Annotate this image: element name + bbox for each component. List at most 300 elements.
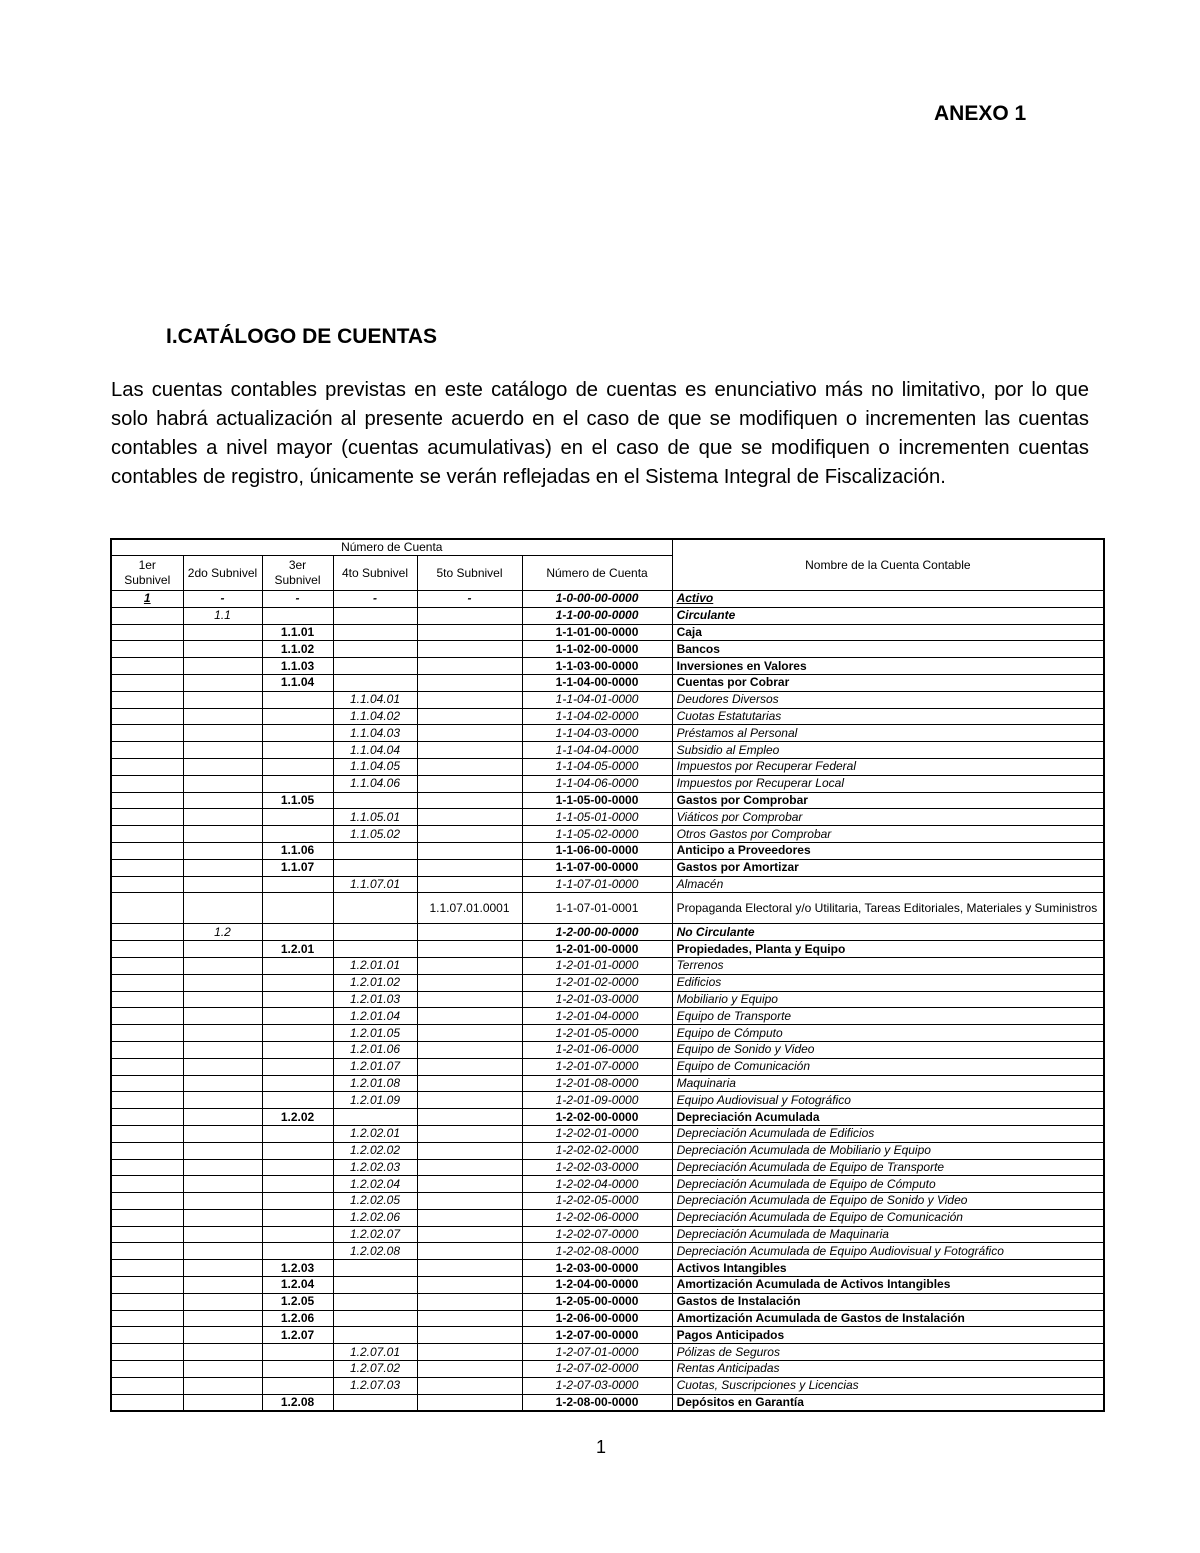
subnivel-cell (333, 1293, 417, 1310)
account-name-cell: Equipo de Transporte (672, 1008, 1104, 1025)
account-name-cell: Impuestos por Recuperar Local (672, 775, 1104, 792)
subnivel-cell: 1.2.01.05 (333, 1025, 417, 1042)
subnivel-cell (333, 658, 417, 675)
subnivel-cell (111, 1209, 183, 1226)
subnivel-cell (417, 1260, 522, 1277)
subnivel-cell (111, 1125, 183, 1142)
subnivel-cell (262, 1193, 333, 1210)
subnivel-cell (262, 1159, 333, 1176)
subnivel-cell (417, 1310, 522, 1327)
table-row (111, 1193, 1104, 1210)
account-name-cell: Anticipo a Proveedores (672, 842, 1104, 859)
account-name-cell: Gastos por Amortizar (672, 859, 1104, 876)
subnivel-cell (417, 941, 522, 958)
subnivel-cell (183, 641, 262, 658)
subnivel-cell: 1.1.07 (262, 859, 333, 876)
account-number-cell: 1-2-05-00-0000 (522, 1293, 672, 1310)
subnivel-cell: - (183, 591, 262, 608)
table-row (111, 1327, 1104, 1344)
subnivel-cell (111, 842, 183, 859)
account-number-cell: 1-1-07-01-0000 (522, 876, 672, 893)
subnivel-cell: 1.2.02.02 (333, 1142, 417, 1159)
subnivel-cell (183, 691, 262, 708)
subnivel-cell (111, 1277, 183, 1294)
account-name-cell: Depreciación Acumulada de Equipo de Transporte (672, 1159, 1104, 1176)
subnivel-cell: 1.1.07.01.0001 (417, 893, 522, 924)
subnivel-cell (417, 641, 522, 658)
account-number-cell: 1-1-07-00-0000 (522, 859, 672, 876)
table-row (111, 842, 1104, 859)
subnivel-cell (183, 792, 262, 809)
account-number-cell: 1-1-04-02-0000 (522, 708, 672, 725)
subnivel-cell (333, 1310, 417, 1327)
subnivel-cell: 1.2.03 (262, 1260, 333, 1277)
table-row (111, 1142, 1104, 1159)
table-row (111, 742, 1104, 759)
subnivel-cell (183, 775, 262, 792)
subnivel-cell: 1.1.04.01 (333, 691, 417, 708)
subnivel-cell (262, 826, 333, 843)
subnivel-cell (417, 658, 522, 675)
account-name-cell: Propiedades, Planta y Equipo (672, 941, 1104, 958)
subnivel-cell (333, 893, 417, 924)
subnivel-cell (111, 1377, 183, 1394)
subnivel-cell (417, 1092, 522, 1109)
subnivel-cell (262, 991, 333, 1008)
subnivel-cell: 1.1.05.02 (333, 826, 417, 843)
subnivel-cell (111, 924, 183, 941)
subnivel-cell (183, 725, 262, 742)
table-row (111, 924, 1104, 941)
table-row (111, 674, 1104, 691)
subnivel-cell (417, 876, 522, 893)
account-number-cell: 1-1-00-00-0000 (522, 607, 672, 624)
subnivel-cell (333, 842, 417, 859)
table-row (111, 1226, 1104, 1243)
subnivel-cell (183, 809, 262, 826)
subnivel-cell (111, 974, 183, 991)
subnivel-cell (111, 1058, 183, 1075)
subnivel-cell (183, 1176, 262, 1193)
account-name-cell: Cuotas, Suscripciones y Licencias (672, 1377, 1104, 1394)
account-number-cell: 1-2-02-06-0000 (522, 1209, 672, 1226)
subnivel-cell (111, 1226, 183, 1243)
subnivel-cell (183, 1293, 262, 1310)
account-name-cell: Equipo de Comunicación (672, 1058, 1104, 1075)
account-number-cell: 1-2-01-00-0000 (522, 941, 672, 958)
subnivel-cell: 1.2.01.06 (333, 1041, 417, 1058)
subnivel-cell (417, 1226, 522, 1243)
table-row (111, 893, 1104, 924)
subnivel-cell (262, 974, 333, 991)
account-name-cell: Amortización Acumulada de Gastos de Instalación (672, 1310, 1104, 1327)
subnivel-cell (417, 1041, 522, 1058)
subnivel-cell: 1.1.04 (262, 674, 333, 691)
account-number-cell: 1-2-01-04-0000 (522, 1008, 672, 1025)
subnivel-cell: 1.2.02 (262, 1109, 333, 1126)
column-header-subnivel-4: 4to Subnivel (333, 556, 417, 591)
subnivel-cell: 1.2.02.03 (333, 1159, 417, 1176)
subnivel-cell (111, 792, 183, 809)
account-number-cell: 1-1-05-01-0000 (522, 809, 672, 826)
table-row (111, 859, 1104, 876)
subnivel-cell (111, 1176, 183, 1193)
subnivel-cell (262, 725, 333, 742)
account-number-cell: 1-1-05-02-0000 (522, 826, 672, 843)
subnivel-cell (111, 1394, 183, 1411)
subnivel-cell (111, 624, 183, 641)
subnivel-cell (111, 1075, 183, 1092)
subnivel-cell: 1.2.07.02 (333, 1361, 417, 1378)
subnivel-cell: 1.1.04.03 (333, 725, 417, 742)
subnivel-cell (111, 1159, 183, 1176)
table-row (111, 1159, 1104, 1176)
subnivel-cell (417, 991, 522, 1008)
subnivel-cell (111, 859, 183, 876)
account-name-cell: Almacén (672, 876, 1104, 893)
account-name-cell: Gastos por Comprobar (672, 792, 1104, 809)
account-name-cell: Activos Intangibles (672, 1260, 1104, 1277)
subnivel-cell: 1.1 (183, 607, 262, 624)
subnivel-cell (111, 991, 183, 1008)
subnivel-cell: 1.1.01 (262, 624, 333, 641)
subnivel-cell (262, 876, 333, 893)
subnivel-cell (183, 1277, 262, 1294)
subnivel-cell (183, 1226, 262, 1243)
subnivel-cell (183, 1243, 262, 1260)
account-number-cell: 1-2-07-00-0000 (522, 1327, 672, 1344)
account-number-cell: 1-2-01-07-0000 (522, 1058, 672, 1075)
subnivel-cell (417, 1327, 522, 1344)
account-number-cell: 1-2-06-00-0000 (522, 1310, 672, 1327)
subnivel-cell (417, 1277, 522, 1294)
account-name-cell: Equipo de Cómputo (672, 1025, 1104, 1042)
subnivel-cell (111, 1092, 183, 1109)
account-name-cell: Rentas Anticipadas (672, 1361, 1104, 1378)
subnivel-cell (111, 876, 183, 893)
account-name-cell: Depreciación Acumulada de Mobiliario y Equipo (672, 1142, 1104, 1159)
account-name-cell: Depreciación Acumulada de Equipo de Cómputo (672, 1176, 1104, 1193)
column-header-subnivel-2: 2do Subnivel (183, 556, 262, 591)
table-row (111, 725, 1104, 742)
subnivel-cell (417, 742, 522, 759)
subnivel-cell (417, 1243, 522, 1260)
subnivel-cell (111, 607, 183, 624)
account-name-cell: Otros Gastos por Comprobar (672, 826, 1104, 843)
subnivel-cell (417, 1142, 522, 1159)
account-name-cell: Depreciación Acumulada de Edificios (672, 1125, 1104, 1142)
subnivel-cell (262, 775, 333, 792)
subnivel-cell (417, 859, 522, 876)
subnivel-cell (262, 691, 333, 708)
subnivel-cell (417, 1125, 522, 1142)
subnivel-cell: 1.2.05 (262, 1293, 333, 1310)
subnivel-cell (417, 1058, 522, 1075)
account-name-cell: Terrenos (672, 957, 1104, 974)
table-row (111, 1041, 1104, 1058)
subnivel-cell (262, 1377, 333, 1394)
subnivel-cell: 1.2.02.08 (333, 1243, 417, 1260)
subnivel-cell (417, 1209, 522, 1226)
subnivel-cell (262, 893, 333, 924)
account-number-cell: 1-1-04-03-0000 (522, 725, 672, 742)
subnivel-cell: - (417, 591, 522, 608)
subnivel-cell (417, 1293, 522, 1310)
subnivel-cell (183, 758, 262, 775)
account-name-cell: Circulante (672, 607, 1104, 624)
subnivel-cell (417, 1109, 522, 1126)
account-name-cell: Edificios (672, 974, 1104, 991)
subnivel-cell (417, 1159, 522, 1176)
subnivel-cell (333, 607, 417, 624)
subnivel-cell (262, 1058, 333, 1075)
subnivel-cell (111, 725, 183, 742)
subnivel-cell (417, 691, 522, 708)
account-name-cell: Pagos Anticipados (672, 1327, 1104, 1344)
subnivel-cell: 1.2.02.06 (333, 1209, 417, 1226)
table-row (111, 591, 1104, 608)
table-row (111, 991, 1104, 1008)
subnivel-cell (417, 725, 522, 742)
subnivel-cell: 1.2.01.04 (333, 1008, 417, 1025)
subnivel-cell (183, 1260, 262, 1277)
table-row (111, 691, 1104, 708)
account-name-cell: Propaganda Electoral y/o Utilitaria, Tareas Editoriales, Materiales y Suministros (672, 893, 1104, 924)
subnivel-cell: 1.1.04.06 (333, 775, 417, 792)
subnivel-cell (417, 1361, 522, 1378)
subnivel-cell (183, 1377, 262, 1394)
subnivel-cell (183, 1193, 262, 1210)
subnivel-cell (417, 775, 522, 792)
table-row (111, 1125, 1104, 1142)
subnivel-cell (111, 742, 183, 759)
table-row (111, 1008, 1104, 1025)
table-row (111, 957, 1104, 974)
subnivel-cell (111, 758, 183, 775)
subnivel-cell (417, 826, 522, 843)
subnivel-cell (111, 691, 183, 708)
account-number-cell: 1-2-02-02-0000 (522, 1142, 672, 1159)
account-name-cell: Cuentas por Cobrar (672, 674, 1104, 691)
table-row (111, 775, 1104, 792)
subnivel-cell: 1.1.02 (262, 641, 333, 658)
table-row (111, 758, 1104, 775)
subnivel-cell (111, 1361, 183, 1378)
subnivel-cell: 1.1.04.05 (333, 758, 417, 775)
section-title: I.CATÁLOGO DE CUENTAS (166, 325, 438, 348)
account-name-cell: Depreciación Acumulada de Equipo de Sonido y Video (672, 1193, 1104, 1210)
subnivel-cell (262, 1142, 333, 1159)
subnivel-cell (262, 1025, 333, 1042)
account-number-cell: 1-1-01-00-0000 (522, 624, 672, 641)
table-row (111, 1075, 1104, 1092)
subnivel-cell (183, 941, 262, 958)
subnivel-cell (333, 941, 417, 958)
subnivel-cell (183, 1075, 262, 1092)
account-name-cell: Viáticos por Comprobar (672, 809, 1104, 826)
account-number-cell: 1-2-07-01-0000 (522, 1344, 672, 1361)
subnivel-cell: 1.2.04 (262, 1277, 333, 1294)
subnivel-cell (183, 1008, 262, 1025)
account-name-cell: Inversiones en Valores (672, 658, 1104, 675)
table-row (111, 1310, 1104, 1327)
table-row (111, 607, 1104, 624)
account-name-cell: Maquinaria (672, 1075, 1104, 1092)
group-header: Número de Cuenta (111, 539, 672, 556)
subnivel-cell (417, 1344, 522, 1361)
subnivel-cell (111, 809, 183, 826)
account-name-cell: Depósitos en Garantía (672, 1394, 1104, 1411)
subnivel-cell (183, 957, 262, 974)
subnivel-cell (183, 1142, 262, 1159)
account-name-cell: Amortización Acumulada de Activos Intangibles (672, 1277, 1104, 1294)
account-name-cell: Deudores Diversos (672, 691, 1104, 708)
subnivel-cell (111, 1008, 183, 1025)
subnivel-cell (262, 1344, 333, 1361)
subnivel-cell (183, 708, 262, 725)
account-number-cell: 1-1-04-06-0000 (522, 775, 672, 792)
subnivel-cell (262, 957, 333, 974)
account-number-cell: 1-2-02-04-0000 (522, 1176, 672, 1193)
subnivel-cell (333, 1277, 417, 1294)
subnivel-cell (417, 1075, 522, 1092)
subnivel-cell (111, 1260, 183, 1277)
subnivel-cell: 1.1.06 (262, 842, 333, 859)
account-number-cell: 1-1-04-05-0000 (522, 758, 672, 775)
subnivel-cell (111, 826, 183, 843)
subnivel-cell: 1.2.01 (262, 941, 333, 958)
subnivel-cell (417, 1025, 522, 1042)
subnivel-cell (111, 1310, 183, 1327)
table-row (111, 1293, 1104, 1310)
subnivel-cell (183, 1125, 262, 1142)
subnivel-cell (111, 708, 183, 725)
subnivel-cell (262, 758, 333, 775)
subnivel-cell (183, 658, 262, 675)
subnivel-cell (262, 1008, 333, 1025)
subnivel-cell (111, 893, 183, 924)
subnivel-cell (262, 1226, 333, 1243)
subnivel-cell (183, 1058, 262, 1075)
account-number-cell: 1-2-01-03-0000 (522, 991, 672, 1008)
account-name-cell: Depreciación Acumulada de Equipo de Comunicación (672, 1209, 1104, 1226)
account-number-cell: 1-2-01-01-0000 (522, 957, 672, 974)
table-row (111, 1260, 1104, 1277)
account-number-cell: 1-2-07-03-0000 (522, 1377, 672, 1394)
table-row (111, 809, 1104, 826)
subnivel-cell (183, 674, 262, 691)
subnivel-cell (183, 893, 262, 924)
subnivel-cell (417, 1377, 522, 1394)
subnivel-cell (417, 809, 522, 826)
account-number-cell: 1-2-01-02-0000 (522, 974, 672, 991)
account-name-cell: Impuestos por Recuperar Federal (672, 758, 1104, 775)
subnivel-cell (333, 1394, 417, 1411)
table-row (111, 1277, 1104, 1294)
subnivel-cell (417, 708, 522, 725)
subnivel-cell: 1.1.04.04 (333, 742, 417, 759)
subnivel-cell: 1.1.04.02 (333, 708, 417, 725)
subnivel-cell (262, 1176, 333, 1193)
subnivel-cell (183, 859, 262, 876)
subnivel-cell (262, 809, 333, 826)
subnivel-cell (183, 1041, 262, 1058)
subnivel-cell (111, 957, 183, 974)
subnivel-cell: 1.2.07 (262, 1327, 333, 1344)
subnivel-cell: 1.2.01.07 (333, 1058, 417, 1075)
subnivel-cell (111, 1293, 183, 1310)
subnivel-cell (183, 974, 262, 991)
subnivel-cell (183, 1209, 262, 1226)
subnivel-cell: 1.2.01.03 (333, 991, 417, 1008)
account-name-cell: Mobiliario y Equipo (672, 991, 1104, 1008)
subnivel-cell (262, 1209, 333, 1226)
subnivel-cell (417, 674, 522, 691)
subnivel-cell: 1.2.06 (262, 1310, 333, 1327)
subnivel-cell (417, 792, 522, 809)
subnivel-cell (111, 775, 183, 792)
subnivel-cell (183, 1310, 262, 1327)
subnivel-cell: 1.1.05.01 (333, 809, 417, 826)
account-number-cell: 1-1-04-04-0000 (522, 742, 672, 759)
subnivel-cell (183, 1327, 262, 1344)
subnivel-cell: 1.2.08 (262, 1394, 333, 1411)
subnivel-cell (417, 1193, 522, 1210)
account-name-cell: Activo (672, 591, 1104, 608)
subnivel-cell: 1.2.01.02 (333, 974, 417, 991)
account-number-cell: 1-1-04-00-0000 (522, 674, 672, 691)
account-number-cell: 1-2-08-00-0000 (522, 1394, 672, 1411)
column-header-subnivel-5: 5to Subnivel (417, 556, 522, 591)
subnivel-cell (333, 1327, 417, 1344)
account-name-cell: Préstamos al Personal (672, 725, 1104, 742)
subnivel-cell (262, 1243, 333, 1260)
account-number-cell: 1-2-01-09-0000 (522, 1092, 672, 1109)
subnivel-cell: 1.2.02.05 (333, 1193, 417, 1210)
intro-paragraph: Las cuentas contables previstas en este catálogo de cuentas es enunciativo más no limitativo, por lo que solo habrá actualización al presente acuerdo en el caso de que se modifiquen o incrementen las cuentas contables a nivel mayor (cuentas acumulativas) en el caso de que se modifiquen o incrementen cuentas contables de registro, únicamente se verán reflejadas en el Sistema Integral de Fiscalización. (111, 379, 1089, 488)
account-number-cell: 1-1-07-01-0001 (522, 893, 672, 924)
account-name-cell: Caja (672, 624, 1104, 641)
subnivel-cell (183, 842, 262, 859)
subnivel-cell (183, 1159, 262, 1176)
subnivel-cell: 1.2.07.03 (333, 1377, 417, 1394)
subnivel-cell (111, 941, 183, 958)
account-name-cell: Pólizas de Seguros (672, 1344, 1104, 1361)
account-number-cell: 1-1-05-00-0000 (522, 792, 672, 809)
account-number-cell: 1-1-02-00-0000 (522, 641, 672, 658)
subnivel-cell (111, 1025, 183, 1042)
table-row (111, 658, 1104, 675)
subnivel-cell (183, 826, 262, 843)
table-row (111, 876, 1104, 893)
account-name-cell: Depreciación Acumulada de Equipo Audiovisual y Fotográfico (672, 1243, 1104, 1260)
subnivel-cell (333, 1109, 417, 1126)
subnivel-cell (111, 674, 183, 691)
account-number-cell: 1-2-02-01-0000 (522, 1125, 672, 1142)
table-row (111, 1377, 1104, 1394)
subnivel-cell: 1.2.01.08 (333, 1075, 417, 1092)
subnivel-cell (262, 1125, 333, 1142)
column-header-name: Nombre de la Cuenta Contable (672, 539, 1104, 591)
table-row (111, 1344, 1104, 1361)
account-name-cell: Depreciación Acumulada (672, 1109, 1104, 1126)
account-number-cell: 1-2-04-00-0000 (522, 1277, 672, 1294)
subnivel-cell (183, 1025, 262, 1042)
subnivel-cell (333, 792, 417, 809)
subnivel-cell (183, 1344, 262, 1361)
subnivel-cell (111, 1142, 183, 1159)
subnivel-cell (183, 1109, 262, 1126)
